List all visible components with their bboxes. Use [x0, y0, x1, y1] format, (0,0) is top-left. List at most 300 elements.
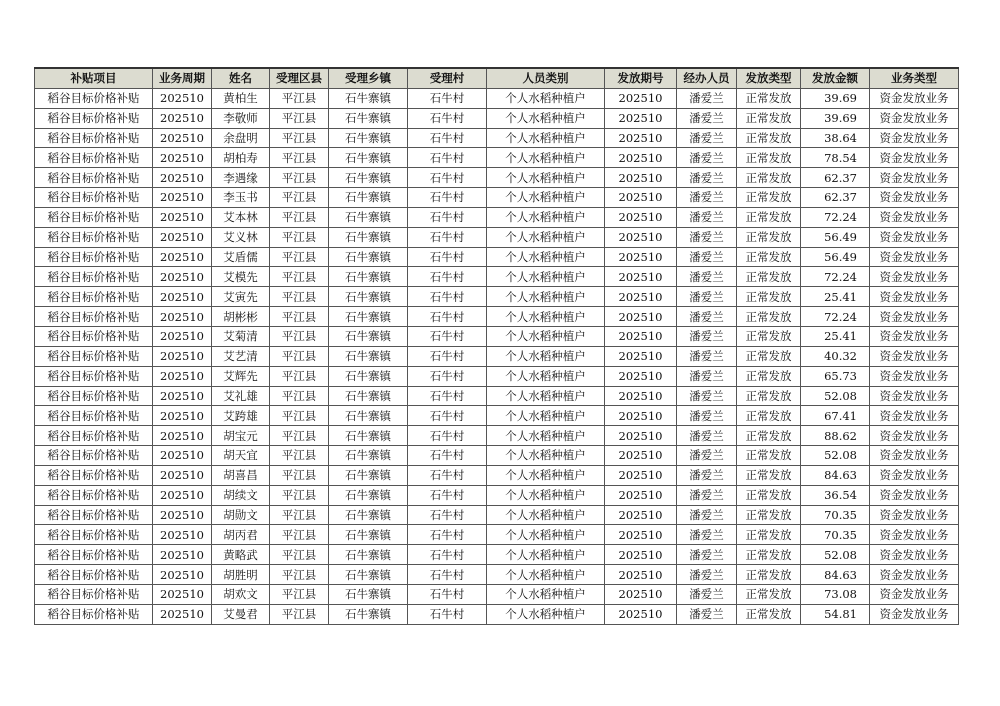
cell-col-name: 艾义林 — [212, 227, 270, 247]
cell-col-subsidy-item: 稻谷目标价格补贴 — [35, 485, 153, 505]
cell-col-handler: 潘爱兰 — [677, 545, 737, 565]
cell-col-handler: 潘爱兰 — [677, 565, 737, 585]
cell-col-issue-number: 202510 — [605, 148, 677, 168]
cell-col-amount: 72.24 — [801, 267, 870, 287]
table-row — [35, 465, 959, 485]
cell-col-subsidy-item: 稻谷目标价格补贴 — [35, 465, 153, 485]
cell-col-business-period: 202510 — [153, 446, 212, 466]
cell-col-village: 石牛村 — [408, 326, 487, 346]
cell-col-issue-type: 正常发放 — [737, 227, 801, 247]
cell-col-county: 平江县 — [270, 307, 329, 327]
cell-col-issue-type: 正常发放 — [737, 128, 801, 148]
cell-col-business-period: 202510 — [153, 227, 212, 247]
cell-col-business-period: 202510 — [153, 505, 212, 525]
cell-col-subsidy-item: 稻谷目标价格补贴 — [35, 426, 153, 446]
cell-col-person-category: 个人水稻种植户 — [487, 247, 605, 267]
cell-col-county: 平江县 — [270, 88, 329, 108]
cell-col-issue-number: 202510 — [605, 108, 677, 128]
cell-col-business-period: 202510 — [153, 565, 212, 585]
table-row — [35, 505, 959, 525]
cell-col-name: 艾寅先 — [212, 287, 270, 307]
header-col-county: 受理区县 — [270, 68, 329, 88]
header-row — [35, 68, 959, 88]
cell-col-handler: 潘爱兰 — [677, 148, 737, 168]
cell-col-amount: 73.08 — [801, 584, 870, 604]
cell-col-village: 石牛村 — [408, 406, 487, 426]
table-row — [35, 565, 959, 585]
cell-col-issue-type: 正常发放 — [737, 346, 801, 366]
cell-col-county: 平江县 — [270, 386, 329, 406]
cell-col-amount: 65.73 — [801, 366, 870, 386]
cell-col-business-type: 资金发放业务 — [870, 287, 959, 307]
cell-col-county: 平江县 — [270, 584, 329, 604]
header-col-business-type: 业务类型 — [870, 68, 959, 88]
cell-col-name: 艾盾儒 — [212, 247, 270, 267]
cell-col-handler: 潘爱兰 — [677, 287, 737, 307]
cell-col-subsidy-item: 稻谷目标价格补贴 — [35, 386, 153, 406]
cell-col-person-category: 个人水稻种植户 — [487, 128, 605, 148]
header-col-subsidy-item: 补贴项目 — [35, 68, 153, 88]
cell-col-person-category: 个人水稻种植户 — [487, 287, 605, 307]
cell-col-issue-number: 202510 — [605, 188, 677, 208]
cell-col-business-period: 202510 — [153, 148, 212, 168]
cell-col-village: 石牛村 — [408, 386, 487, 406]
cell-col-name: 胡喜昌 — [212, 465, 270, 485]
cell-col-amount: 62.37 — [801, 168, 870, 188]
cell-col-business-type: 资金发放业务 — [870, 307, 959, 327]
cell-col-issue-number: 202510 — [605, 465, 677, 485]
cell-col-issue-type: 正常发放 — [737, 545, 801, 565]
cell-col-amount: 36.54 — [801, 485, 870, 505]
cell-col-business-period: 202510 — [153, 485, 212, 505]
cell-col-business-period: 202510 — [153, 525, 212, 545]
cell-col-issue-type: 正常发放 — [737, 287, 801, 307]
cell-col-county: 平江县 — [270, 346, 329, 366]
table-row — [35, 326, 959, 346]
cell-col-name: 胡彬彬 — [212, 307, 270, 327]
cell-col-issue-number: 202510 — [605, 525, 677, 545]
cell-col-name: 黄柏生 — [212, 88, 270, 108]
cell-col-amount: 70.35 — [801, 505, 870, 525]
cell-col-county: 平江县 — [270, 148, 329, 168]
cell-col-township: 石牛寨镇 — [329, 545, 408, 565]
cell-col-issue-number: 202510 — [605, 287, 677, 307]
cell-col-township: 石牛寨镇 — [329, 128, 408, 148]
cell-col-village: 石牛村 — [408, 128, 487, 148]
table-row — [35, 426, 959, 446]
cell-col-handler: 潘爱兰 — [677, 406, 737, 426]
cell-col-business-type: 资金发放业务 — [870, 465, 959, 485]
cell-col-name: 李玉书 — [212, 188, 270, 208]
cell-col-business-period: 202510 — [153, 88, 212, 108]
cell-col-amount: 72.24 — [801, 207, 870, 227]
cell-col-amount: 84.63 — [801, 565, 870, 585]
cell-col-business-type: 资金发放业务 — [870, 108, 959, 128]
table-row — [35, 108, 959, 128]
cell-col-name: 艾礼雄 — [212, 386, 270, 406]
cell-col-township: 石牛寨镇 — [329, 584, 408, 604]
cell-col-village: 石牛村 — [408, 525, 487, 545]
cell-col-village: 石牛村 — [408, 188, 487, 208]
cell-col-amount: 52.08 — [801, 446, 870, 466]
cell-col-name: 胡柏寿 — [212, 148, 270, 168]
cell-col-handler: 潘爱兰 — [677, 366, 737, 386]
cell-col-business-type: 资金发放业务 — [870, 88, 959, 108]
cell-col-issue-number: 202510 — [605, 307, 677, 327]
cell-col-issue-number: 202510 — [605, 584, 677, 604]
cell-col-township: 石牛寨镇 — [329, 485, 408, 505]
cell-col-issue-number: 202510 — [605, 426, 677, 446]
cell-col-handler: 潘爱兰 — [677, 386, 737, 406]
header-col-village: 受理村 — [408, 68, 487, 88]
table-row — [35, 287, 959, 307]
cell-col-name: 艾本林 — [212, 207, 270, 227]
header-col-issue-type: 发放类型 — [737, 68, 801, 88]
cell-col-village: 石牛村 — [408, 88, 487, 108]
table-row — [35, 604, 959, 624]
cell-col-amount: 78.54 — [801, 148, 870, 168]
cell-col-issue-type: 正常发放 — [737, 247, 801, 267]
cell-col-county: 平江县 — [270, 465, 329, 485]
cell-col-name: 艾辉先 — [212, 366, 270, 386]
cell-col-issue-type: 正常发放 — [737, 584, 801, 604]
cell-col-township: 石牛寨镇 — [329, 326, 408, 346]
cell-col-county: 平江县 — [270, 287, 329, 307]
cell-col-amount: 25.41 — [801, 287, 870, 307]
cell-col-amount: 38.64 — [801, 128, 870, 148]
cell-col-village: 石牛村 — [408, 108, 487, 128]
cell-col-name: 余盘明 — [212, 128, 270, 148]
cell-col-person-category: 个人水稻种植户 — [487, 545, 605, 565]
cell-col-handler: 潘爱兰 — [677, 108, 737, 128]
cell-col-subsidy-item: 稻谷目标价格补贴 — [35, 326, 153, 346]
header-col-handler: 经办人员 — [677, 68, 737, 88]
cell-col-subsidy-item: 稻谷目标价格补贴 — [35, 168, 153, 188]
cell-col-county: 平江县 — [270, 227, 329, 247]
cell-col-issue-number: 202510 — [605, 366, 677, 386]
cell-col-county: 平江县 — [270, 128, 329, 148]
cell-col-subsidy-item: 稻谷目标价格补贴 — [35, 287, 153, 307]
cell-col-township: 石牛寨镇 — [329, 207, 408, 227]
table-row — [35, 227, 959, 247]
table-row — [35, 88, 959, 108]
cell-col-name: 艾模先 — [212, 267, 270, 287]
cell-col-handler: 潘爱兰 — [677, 505, 737, 525]
cell-col-person-category: 个人水稻种植户 — [487, 386, 605, 406]
cell-col-amount: 56.49 — [801, 227, 870, 247]
cell-col-handler: 潘爱兰 — [677, 307, 737, 327]
cell-col-person-category: 个人水稻种植户 — [487, 148, 605, 168]
cell-col-business-period: 202510 — [153, 108, 212, 128]
cell-col-name: 艾曼君 — [212, 604, 270, 624]
cell-col-township: 石牛寨镇 — [329, 307, 408, 327]
cell-col-village: 石牛村 — [408, 584, 487, 604]
cell-col-business-period: 202510 — [153, 346, 212, 366]
cell-col-business-type: 资金发放业务 — [870, 446, 959, 466]
cell-col-business-type: 资金发放业务 — [870, 406, 959, 426]
cell-col-subsidy-item: 稻谷目标价格补贴 — [35, 545, 153, 565]
cell-col-issue-number: 202510 — [605, 565, 677, 585]
cell-col-name: 李遇缘 — [212, 168, 270, 188]
cell-col-village: 石牛村 — [408, 426, 487, 446]
cell-col-name: 李敬师 — [212, 108, 270, 128]
cell-col-issue-number: 202510 — [605, 128, 677, 148]
cell-col-county: 平江县 — [270, 366, 329, 386]
cell-col-subsidy-item: 稻谷目标价格补贴 — [35, 267, 153, 287]
cell-col-issue-number: 202510 — [605, 247, 677, 267]
cell-col-person-category: 个人水稻种植户 — [487, 565, 605, 585]
cell-col-village: 石牛村 — [408, 346, 487, 366]
cell-col-issue-type: 正常发放 — [737, 565, 801, 585]
cell-col-business-type: 资金发放业务 — [870, 505, 959, 525]
cell-col-person-category: 个人水稻种植户 — [487, 346, 605, 366]
cell-col-issue-type: 正常发放 — [737, 267, 801, 287]
table-row — [35, 168, 959, 188]
cell-col-county: 平江县 — [270, 168, 329, 188]
header-col-business-period: 业务周期 — [153, 68, 212, 88]
cell-col-business-type: 资金发放业务 — [870, 604, 959, 624]
cell-col-township: 石牛寨镇 — [329, 346, 408, 366]
cell-col-township: 石牛寨镇 — [329, 505, 408, 525]
cell-col-township: 石牛寨镇 — [329, 168, 408, 188]
cell-col-issue-type: 正常发放 — [737, 525, 801, 545]
cell-col-business-period: 202510 — [153, 426, 212, 446]
cell-col-handler: 潘爱兰 — [677, 227, 737, 247]
cell-col-business-period: 202510 — [153, 584, 212, 604]
cell-col-amount: 25.41 — [801, 326, 870, 346]
cell-col-business-period: 202510 — [153, 188, 212, 208]
cell-col-person-category: 个人水稻种植户 — [487, 446, 605, 466]
cell-col-subsidy-item: 稻谷目标价格补贴 — [35, 207, 153, 227]
cell-col-issue-number: 202510 — [605, 446, 677, 466]
cell-col-township: 石牛寨镇 — [329, 426, 408, 446]
cell-col-business-type: 资金发放业务 — [870, 346, 959, 366]
cell-col-subsidy-item: 稻谷目标价格补贴 — [35, 108, 153, 128]
cell-col-township: 石牛寨镇 — [329, 406, 408, 426]
cell-col-person-category: 个人水稻种植户 — [487, 267, 605, 287]
cell-col-township: 石牛寨镇 — [329, 267, 408, 287]
cell-col-issue-type: 正常发放 — [737, 326, 801, 346]
cell-col-business-type: 资金发放业务 — [870, 188, 959, 208]
cell-col-name: 胡欢文 — [212, 584, 270, 604]
cell-col-business-type: 资金发放业务 — [870, 326, 959, 346]
cell-col-person-category: 个人水稻种植户 — [487, 525, 605, 545]
cell-col-person-category: 个人水稻种植户 — [487, 88, 605, 108]
cell-col-business-period: 202510 — [153, 128, 212, 148]
cell-col-issue-number: 202510 — [605, 604, 677, 624]
cell-col-issue-number: 202510 — [605, 386, 677, 406]
cell-col-business-type: 资金发放业务 — [870, 148, 959, 168]
cell-col-village: 石牛村 — [408, 465, 487, 485]
cell-col-county: 平江县 — [270, 525, 329, 545]
cell-col-village: 石牛村 — [408, 545, 487, 565]
cell-col-issue-type: 正常发放 — [737, 168, 801, 188]
cell-col-subsidy-item: 稻谷目标价格补贴 — [35, 446, 153, 466]
table-row — [35, 584, 959, 604]
table-row — [35, 148, 959, 168]
cell-col-person-category: 个人水稻种植户 — [487, 426, 605, 446]
cell-col-village: 石牛村 — [408, 446, 487, 466]
cell-col-business-type: 资金发放业务 — [870, 247, 959, 267]
cell-col-business-type: 资金发放业务 — [870, 267, 959, 287]
cell-col-handler: 潘爱兰 — [677, 267, 737, 287]
cell-col-issue-number: 202510 — [605, 88, 677, 108]
cell-col-issue-number: 202510 — [605, 505, 677, 525]
cell-col-business-period: 202510 — [153, 604, 212, 624]
cell-col-issue-number: 202510 — [605, 346, 677, 366]
cell-col-village: 石牛村 — [408, 168, 487, 188]
cell-col-issue-type: 正常发放 — [737, 207, 801, 227]
cell-col-subsidy-item: 稻谷目标价格补贴 — [35, 307, 153, 327]
cell-col-county: 平江县 — [270, 188, 329, 208]
cell-col-issue-number: 202510 — [605, 326, 677, 346]
cell-col-county: 平江县 — [270, 426, 329, 446]
cell-col-issue-type: 正常发放 — [737, 406, 801, 426]
cell-col-amount: 52.08 — [801, 386, 870, 406]
cell-col-issue-type: 正常发放 — [737, 148, 801, 168]
cell-col-village: 石牛村 — [408, 287, 487, 307]
header-col-name: 姓名 — [212, 68, 270, 88]
cell-col-issue-type: 正常发放 — [737, 446, 801, 466]
cell-col-issue-number: 202510 — [605, 406, 677, 426]
cell-col-county: 平江县 — [270, 604, 329, 624]
cell-col-business-period: 202510 — [153, 366, 212, 386]
cell-col-business-period: 202510 — [153, 406, 212, 426]
cell-col-issue-number: 202510 — [605, 267, 677, 287]
cell-col-issue-type: 正常发放 — [737, 604, 801, 624]
cell-col-name: 胡续文 — [212, 485, 270, 505]
cell-col-business-type: 资金发放业务 — [870, 485, 959, 505]
cell-col-business-type: 资金发放业务 — [870, 227, 959, 247]
table-row — [35, 188, 959, 208]
cell-col-amount: 39.69 — [801, 108, 870, 128]
table-row — [35, 545, 959, 565]
table-row — [35, 366, 959, 386]
cell-col-name: 胡宝元 — [212, 426, 270, 446]
cell-col-township: 石牛寨镇 — [329, 88, 408, 108]
cell-col-business-type: 资金发放业务 — [870, 207, 959, 227]
cell-col-business-type: 资金发放业务 — [870, 128, 959, 148]
cell-col-township: 石牛寨镇 — [329, 247, 408, 267]
cell-col-business-period: 202510 — [153, 386, 212, 406]
cell-col-village: 石牛村 — [408, 565, 487, 585]
cell-col-county: 平江县 — [270, 267, 329, 287]
cell-col-name: 艾艺清 — [212, 346, 270, 366]
table-row — [35, 346, 959, 366]
cell-col-person-category: 个人水稻种植户 — [487, 505, 605, 525]
cell-col-issue-type: 正常发放 — [737, 386, 801, 406]
cell-col-issue-type: 正常发放 — [737, 426, 801, 446]
cell-col-amount: 54.81 — [801, 604, 870, 624]
cell-col-handler: 潘爱兰 — [677, 188, 737, 208]
cell-col-business-period: 202510 — [153, 207, 212, 227]
cell-col-person-category: 个人水稻种植户 — [487, 366, 605, 386]
cell-col-person-category: 个人水稻种植户 — [487, 168, 605, 188]
cell-col-township: 石牛寨镇 — [329, 386, 408, 406]
cell-col-amount: 67.41 — [801, 406, 870, 426]
cell-col-township: 石牛寨镇 — [329, 604, 408, 624]
cell-col-subsidy-item: 稻谷目标价格补贴 — [35, 227, 153, 247]
subsidy-sheet — [34, 67, 959, 625]
cell-col-business-period: 202510 — [153, 168, 212, 188]
cell-col-business-type: 资金发放业务 — [870, 168, 959, 188]
subsidy-table — [34, 67, 959, 625]
cell-col-person-category: 个人水稻种植户 — [487, 326, 605, 346]
cell-col-person-category: 个人水稻种植户 — [487, 584, 605, 604]
cell-col-amount: 56.49 — [801, 247, 870, 267]
table-body — [35, 88, 959, 624]
cell-col-village: 石牛村 — [408, 247, 487, 267]
cell-col-handler: 潘爱兰 — [677, 426, 737, 446]
cell-col-county: 平江县 — [270, 565, 329, 585]
cell-col-issue-type: 正常发放 — [737, 465, 801, 485]
cell-col-village: 石牛村 — [408, 207, 487, 227]
cell-col-business-period: 202510 — [153, 267, 212, 287]
cell-col-county: 平江县 — [270, 406, 329, 426]
cell-col-handler: 潘爱兰 — [677, 446, 737, 466]
cell-col-business-type: 资金发放业务 — [870, 426, 959, 446]
cell-col-business-type: 资金发放业务 — [870, 386, 959, 406]
header-col-issue-number: 发放期号 — [605, 68, 677, 88]
cell-col-issue-type: 正常发放 — [737, 188, 801, 208]
cell-col-business-type: 资金发放业务 — [870, 565, 959, 585]
table-row — [35, 485, 959, 505]
cell-col-subsidy-item: 稻谷目标价格补贴 — [35, 148, 153, 168]
cell-col-subsidy-item: 稻谷目标价格补贴 — [35, 247, 153, 267]
cell-col-county: 平江县 — [270, 446, 329, 466]
cell-col-person-category: 个人水稻种植户 — [487, 227, 605, 247]
cell-col-business-type: 资金发放业务 — [870, 545, 959, 565]
cell-col-township: 石牛寨镇 — [329, 188, 408, 208]
cell-col-village: 石牛村 — [408, 307, 487, 327]
cell-col-subsidy-item: 稻谷目标价格补贴 — [35, 584, 153, 604]
header-col-township: 受理乡镇 — [329, 68, 408, 88]
cell-col-county: 平江县 — [270, 545, 329, 565]
cell-col-business-period: 202510 — [153, 307, 212, 327]
cell-col-township: 石牛寨镇 — [329, 148, 408, 168]
cell-col-handler: 潘爱兰 — [677, 485, 737, 505]
cell-col-village: 石牛村 — [408, 485, 487, 505]
cell-col-handler: 潘爱兰 — [677, 247, 737, 267]
cell-col-subsidy-item: 稻谷目标价格补贴 — [35, 565, 153, 585]
cell-col-township: 石牛寨镇 — [329, 366, 408, 386]
cell-col-name: 艾跨雄 — [212, 406, 270, 426]
cell-col-name: 艾菊清 — [212, 326, 270, 346]
cell-col-issue-type: 正常发放 — [737, 307, 801, 327]
cell-col-issue-type: 正常发放 — [737, 485, 801, 505]
cell-col-business-period: 202510 — [153, 545, 212, 565]
cell-col-amount: 40.32 — [801, 346, 870, 366]
cell-col-amount: 88.62 — [801, 426, 870, 446]
cell-col-amount: 72.24 — [801, 307, 870, 327]
table-row — [35, 525, 959, 545]
cell-col-business-type: 资金发放业务 — [870, 366, 959, 386]
cell-col-business-type: 资金发放业务 — [870, 584, 959, 604]
cell-col-county: 平江县 — [270, 505, 329, 525]
cell-col-person-category: 个人水稻种植户 — [487, 406, 605, 426]
cell-col-business-period: 202510 — [153, 287, 212, 307]
cell-col-village: 石牛村 — [408, 227, 487, 247]
cell-col-subsidy-item: 稻谷目标价格补贴 — [35, 88, 153, 108]
cell-col-subsidy-item: 稻谷目标价格补贴 — [35, 366, 153, 386]
cell-col-person-category: 个人水稻种植户 — [487, 604, 605, 624]
cell-col-subsidy-item: 稻谷目标价格补贴 — [35, 604, 153, 624]
cell-col-county: 平江县 — [270, 207, 329, 227]
cell-col-business-period: 202510 — [153, 465, 212, 485]
cell-col-handler: 潘爱兰 — [677, 584, 737, 604]
cell-col-township: 石牛寨镇 — [329, 465, 408, 485]
cell-col-county: 平江县 — [270, 485, 329, 505]
